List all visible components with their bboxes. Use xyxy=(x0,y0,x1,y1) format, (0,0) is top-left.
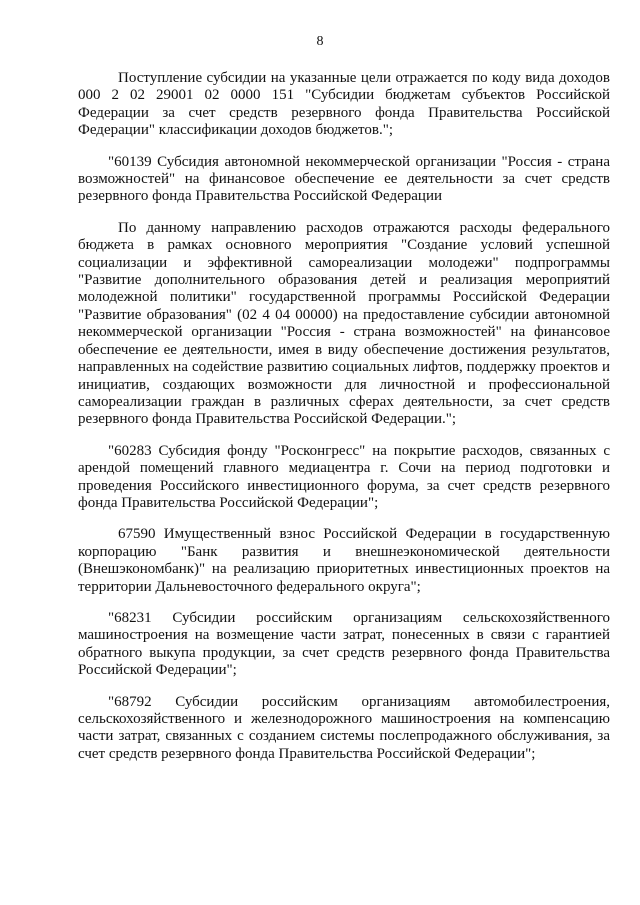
paragraph-68231: "68231 Субсидии российским организациям сельскохозяйственного машиностроения на возмещение части затрат, понесенных в связи с гарантией обратного выкупа продукции, за счет средств резервного фонда Правительства Российской Федерации"; xyxy=(78,609,610,679)
paragraph-60139-description: По данному направлению расходов отражаются расходы федерального бюджета в рамках основного мероприятия "Создание условий успешной социализации и эффективной самореализации молодежи" подпрограммы "Развитие дополнительного образования детей и реализация мероприятий молодежной политики" государственной программы Российской Федерации "Развитие образования" (02 4 04 00000) на предоставление субсидии автономной некоммерческой организации "Россия - страна возможностей" на финансовое обеспечение ее деятельности, имея в виду обеспечение достижения результатов, направленных на содействие развитию социальных лифтов, поддержку проектов и инициатив, создающих возможности для личностной и профессиональной самореализации граждан в различных сферах деятельности, за счет средств резервного фонда Правительства Российской Федерации."; xyxy=(78,219,610,428)
document-body xyxy=(78,70,610,777)
paragraph-60283: "60283 Субсидия фонду "Росконгресс" на покрытие расходов, связанных с арендой помещений главного медиацентра г. Сочи на период подготовки и проведения Российского инвестиционного форума, за счет средств резервного фонда Правительства Российской Федерации"; xyxy=(78,442,610,511)
paragraph-60139-heading: "60139 Субсидия автономной некоммерческой организации "Россия - страна возможностей" на финансовое обеспечение ее деятельности за счет средств резервного фонда Правительства Российской Федерации xyxy=(78,153,610,205)
paragraph-67590: 67590 Имущественный взнос Российской Федерации в государственную корпорацию "Банк развития и внешнеэкономической деятельности (Внешэкономбанк)" на реализацию приоритетных инвестиционных проектов на территории Дальневосточного федерального округа"; xyxy=(78,526,610,595)
paragraph-revenue-code: Поступление субсидии на указанные цели отражается по коду вида доходов 000 2 02 29001 02 0000 151 "Субсидии бюджетам субъектов Российской Федерации за счет средств резервного фонда Правительства Российской Федерации" классификации доходов бюджетов."; xyxy=(78,70,610,139)
page-number: 8 xyxy=(316,34,324,49)
paragraph-68792: "68792 Субсидии российским организациям автомобилестроения, сельскохозяйственного и железнодорожного машиностроения на компенсацию части затрат, связанных с созданием системы послепродажного обслуживания, за счет средств резервного фонда Правительства Российской Федерации"; xyxy=(78,693,610,762)
